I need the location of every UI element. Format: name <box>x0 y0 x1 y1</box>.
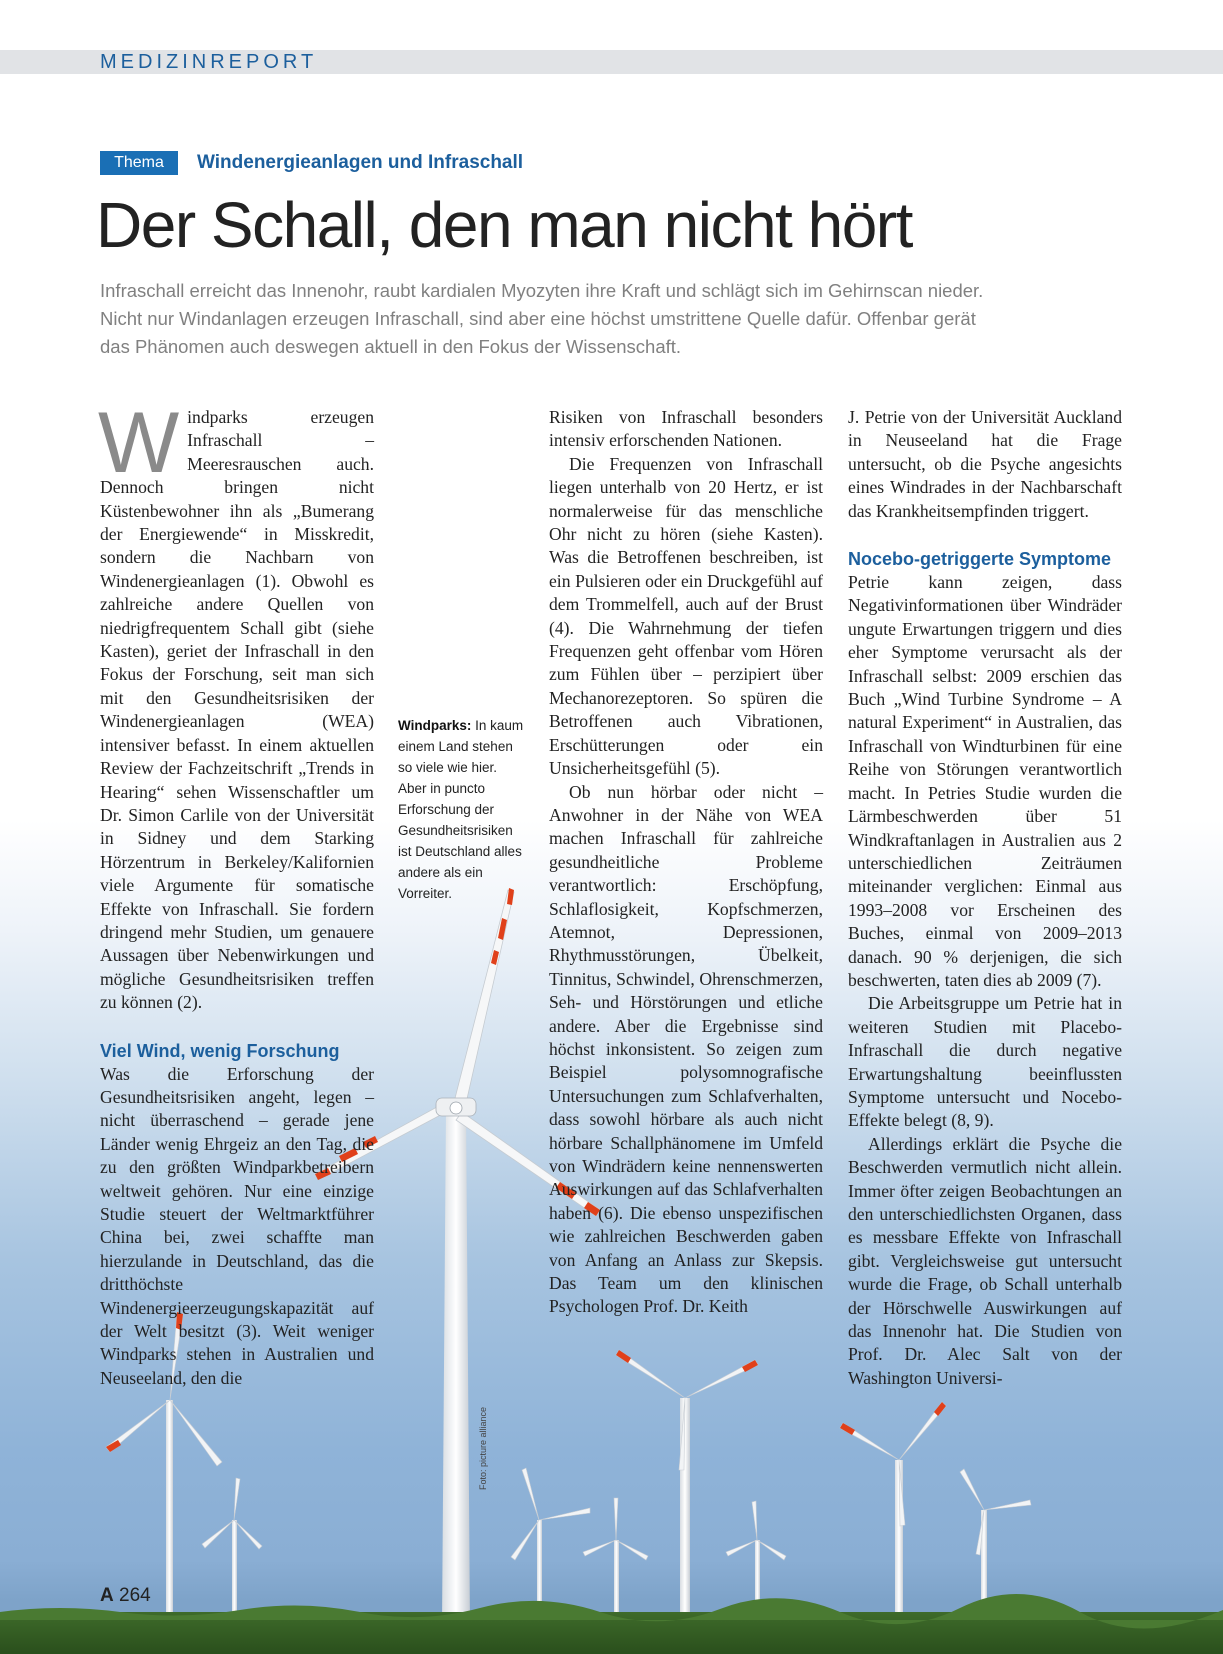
article-headline: Der Schall, den man nicht hört <box>96 189 912 261</box>
paragraph: Allerdings erklärt die Psyche die Beschwerden vermutlich nicht allein. Immer öfter zeigen Beobachtungen an den unterschiedlichsten Organen, dass es messbare Effekte von Infraschall gibt. Vergleichsweise gut untersucht wurde die Frage, ob Schall unterhalb der Hörschwelle Auswirkungen auf das Innenohr hat. Die Studien von Prof. Dr. Alec Salt von der Washington Universi- <box>848 1133 1122 1388</box>
drop-cap: W <box>98 395 180 491</box>
paragraph: Die Arbeitsgruppe um Petrie hat in weiteren Studien mit Placebo-Infraschall die durch negative Erwartungshaltung beeinflussten Symptome untersucht und Nocebo-Effekte belegt (8, 9). <box>848 993 1122 1131</box>
page-prefix: A <box>100 1585 114 1606</box>
photo-credit: Foto: picture alliance <box>478 1406 488 1490</box>
photo-caption <box>398 715 526 904</box>
topic-title: Windenergieanlagen und Infraschall <box>197 152 524 173</box>
caption-label: Windparks: <box>398 718 472 733</box>
paragraph: J. Petrie von der Universität Auckland in Neuseeland hat die Frage untersucht, ob die Psyche angesichts eines Windrades in der Nachbarschaft das Krankheitsempfinden triggert. <box>848 407 1122 521</box>
paragraph: Ob nun hörbar oder nicht – Anwohner in der Nähe von WEA machen Infraschall für zahlreiche gesundheitliche Probleme verantwortlich: Erschöpfung, Schlaflosigkeit, Kopfschmerzen, Atemnot, Depressionen, Rhythmusstörungen, Übelkeit, Tinnitus, Schwindel, Ohrenschmerzen, Seh- und Hörstörungen und etliche andere. Aber die Ergebnisse sind höchst inkonsistent. So zeigen zum Beispiel polysomnografische Untersuchungen zum Schlafverhalten, dass sowohl hörbare als auch nicht hörbare Schallphänomene im Umfeld von Windrädern keine nennenswerten Auswirkungen auf das Schlafverhalten haben (6). Die ebenso unspezifischen wie zahlreichen Beschwerden gaben von Anfang an Anlass zur Skepsis. Das Team um den klinischen Psychologen Prof. Dr. Keith <box>549 781 823 1317</box>
body-column-1 <box>98 395 374 1390</box>
page-number <box>100 1585 151 1607</box>
body-column-2 <box>549 406 823 1319</box>
paragraph: indparks erzeugen Infraschall – Meeresrauschen auch. Dennoch bringen nicht Küstenbewohner ihn als „Bumerang der Energiewende“ in Misskredit, sondern die Nachbarn von Windenergieanlagen (1). Obwohl es zahlreiche andere Quellen von niedrigfrequentem Schall gibt (siehe Kasten), geriet der Infraschall in den Fokus der Forschung, seit man sich mit den Gesundheitsrisiken der Windenergieanlagen (WEA) intensiver befasst. In einem aktuellen Review der Fachzeitschrift „Trends in Hearing“ sehen Wissenschaftler um Dr. Simon Carlile von der Universität in Sidney und dem Starking Hörzentrum in Berkeley/Kalifornien viele Argumente für somatische Effekte von Infraschall. Sie fordern dringend mehr Studien, um genauere Aussagen über Nebenwirkungen und mögliche Gesundheitsrisiken treffen zu können (2). <box>100 407 374 1013</box>
topic-badge: Thema <box>100 151 178 175</box>
page-number-value: 264 <box>119 1585 151 1606</box>
subheading: Nocebo-getriggerte Symptome <box>848 549 1112 570</box>
paragraph: Risiken von Infraschall besonders intensiv erforschenden Nationen. <box>549 407 823 451</box>
subheading: Viel Wind, wenig Forschung <box>100 1040 340 1061</box>
paragraph: Die Frequenzen von Infraschall liegen unterhalb von 20 Hertz, er ist normalerweise für das menschliche Ohr nicht zu hören (siehe Kasten). Was die Betroffenen beschreiben, ist ein Pulsieren oder ein Druckgefühl auf dem Trommelfell, auch auf der Brust (4). Die Wahrnehmung der tiefen Frequenzen geht offenbar vom Hören zum Fühlen über – perzipiert über Mechanorezeptoren. So spüren die Betroffenen auch Vibrationen, Erschütterungen oder ein Unsicherheitsgefühl (5). <box>549 453 823 779</box>
paragraph: Petrie kann zeigen, dass Negativinformationen über Windräder ungute Erwartungen triggern und dies eher Symptome verursacht als der Infraschall selbst: 2009 erschien das Buch „Wind Turbine Syndrome – A natural Experiment“ in Australien, das Infraschall von Windturbinen für eine Reihe von Störungen verantwortlich macht. In Petries Studie wurden die Lärmbeschwerden über 51 Windkraftanlagen in Australien aus 2 unterschiedlichen Zeiträumen miteinander verglichen: Einmal aus 1993–2008 vor Erscheinen des Buches, einmal von 2009–2013 danach. 90 % derjenigen, die sich beschwerten, taten dies ab 2009 (7). <box>848 572 1122 990</box>
body-column-3 <box>848 406 1122 1390</box>
paragraph: Was die Erforschung der Gesundheitsrisiken angeht, legen – nicht überraschend – gerade jene Länder wenig Ehrgeiz an den Tag, die zu den größten Windparkbetreibern weltweit gehören. Nur eine einzige Studie steuert der Weltmarktführer China bei, zwei schaffte man hierzulande in Deutschland, das die dritthöchste Windenergieerzeugungskapazität auf der Welt besitzt (3). Weit weniger Windparks stehen in Australien und Neuseeland, den die <box>100 1063 374 1388</box>
caption-text: In kaum einem Land stehen so viele wie hier. Aber in puncto Erforschung der Gesundheitsrisiken ist Deutschland alles andere als ein Vorreiter. <box>398 718 524 901</box>
section-label: MEDIZINREPORT <box>100 51 318 73</box>
article-lead: Infraschall erreicht das Innenohr, raubt kardialen Myozyten ihre Kraft und schlägt sich im Gehirnscan nieder. Nicht nur Windanlagen erzeugen Infraschall, sind aber eine höchst umstrittene Quelle dafür. Offenbar gerät das Phänomen auch deswegen aktuell in den Fokus der Wissenschaft. <box>100 280 984 357</box>
